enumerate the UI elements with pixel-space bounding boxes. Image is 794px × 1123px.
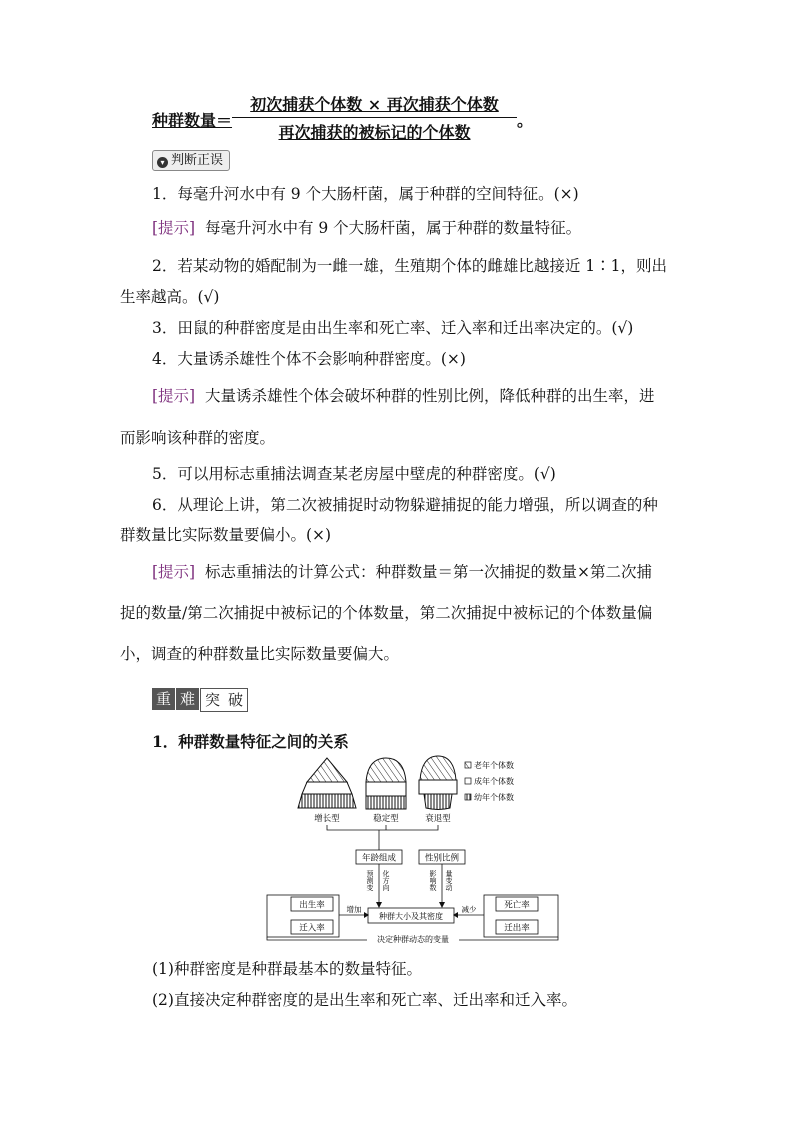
hint-6-line1 <box>152 560 652 582</box>
hint-text: 大量诱杀雄性个体会破坏种群的性别比例，降低种群的出生率，进 <box>204 387 655 405</box>
trend-vertical-label: 化方向 <box>382 870 390 891</box>
growth-pyramid <box>298 758 356 808</box>
legend-young-swatch <box>465 794 471 800</box>
stable-pyramid <box>366 758 406 809</box>
decrease-label: 减少 <box>461 905 477 914</box>
type-decline-label: 衰退型 <box>425 814 451 824</box>
predict-vertical-label: 预测变 <box>366 870 374 891</box>
hint-tag: [提示] <box>152 387 196 405</box>
hint-tag: [提示] <box>152 219 196 237</box>
judge-item-2-line2: 生率越高。(√) <box>120 288 220 306</box>
legend <box>465 760 514 802</box>
judge-item-3: 3．田鼠的种群密度是由出生率和死亡率、迁入率和迁出率决定的。(√) <box>152 319 634 337</box>
section-char: 难 <box>176 688 199 710</box>
judge-item-6-line1: 6．从理论上讲，第二次被捕捉时动物躲避捕捉的能力增强，所以调查的种 <box>152 496 658 514</box>
formula-fraction <box>232 92 517 143</box>
formula-denominator: 再次捕获的被标记的个体数 <box>278 123 471 142</box>
relation-heading: 1．种群数量特征之间的关系 <box>152 732 349 751</box>
hint-tag: [提示] <box>152 563 196 581</box>
badge-label: 判断正误 <box>171 153 224 168</box>
birth-label: 出生率 <box>299 900 325 911</box>
judge-item-5: 5．可以用标志重捕法调查某老房屋中壁虎的种群密度。(√) <box>152 465 556 483</box>
section-header-key-difficulties <box>152 688 248 710</box>
affect-vertical-label: 影响数 <box>429 870 437 891</box>
legend-old-swatch <box>465 762 471 768</box>
section-char: 破 <box>224 688 248 712</box>
hint-text: 每毫升河水中有 9 个大肠杆菌，属于种群的数量特征。 <box>204 219 582 237</box>
judge-item-2-line1: 2．若某动物的婚配制为一雌一雄，生殖期个体的雌雄比越接近 1∶1，则出 <box>152 257 668 275</box>
legend-old-label: 老年个体数 <box>474 761 514 770</box>
chevron-down-icon: ▾ <box>157 157 168 168</box>
judge-item-6-line2: 群数量比实际数量要偏小。(×) <box>120 526 332 544</box>
hint-4-line2: 而影响该种群的密度。 <box>120 429 276 447</box>
hint-4-line1 <box>152 384 654 406</box>
decisive-label: 决定种群动态的变量 <box>377 935 449 944</box>
capture-recapture-formula <box>152 92 534 142</box>
type-growth-label: 增长型 <box>314 814 340 824</box>
immigration-label: 迁入率 <box>299 923 325 934</box>
hint-6-line3: 小，调查的种群数量比实际数量要偏大。 <box>120 645 400 663</box>
change-vertical-label: 量变动 <box>445 870 453 891</box>
type-stable-label: 稳定型 <box>373 814 399 824</box>
population-feature-diagram <box>262 752 562 944</box>
formula-numerator: 初次捕获个体数 × 再次捕获个体数 <box>232 92 517 118</box>
formula-lhs: 种群数量＝ <box>152 111 233 130</box>
death-label: 死亡率 <box>504 900 530 911</box>
formula-period: 。 <box>517 111 534 130</box>
increase-label: 增加 <box>346 905 362 914</box>
relation-point-2: (2)直接决定种群密度的是出生率和死亡率、迁出率和迁入率。 <box>152 991 577 1009</box>
legend-young-label: 幼年个体数 <box>474 793 514 802</box>
sex-ratio-label: 性别比例 <box>424 853 460 864</box>
connector-lines <box>327 825 438 850</box>
hint-text: 标志重捕法的计算公式：种群数量＝第一次捕捉的数量×第二次捕 <box>204 563 652 581</box>
age-structure-label: 年龄组成 <box>361 853 397 864</box>
hint-1 <box>152 216 581 238</box>
hint-6-line2: 捉的数量/第二次捕捉中被标记的个体数量，第二次捕捉中被标记的个体数量偏 <box>120 604 653 622</box>
section-char: 重 <box>152 688 175 710</box>
legend-adult-swatch <box>465 778 471 784</box>
judge-item-1: 1．每毫升河水中有 9 个大肠杆菌，属于种群的空间特征。(×) <box>152 185 579 203</box>
judge-item-4: 4．大量诱杀雄性个体不会影响种群密度。(×) <box>152 350 466 368</box>
center-label: 种群大小及其密度 <box>379 912 443 921</box>
section-char: 突 <box>200 688 224 712</box>
judge-true-false-badge <box>152 150 230 171</box>
legend-adult-label: 成年个体数 <box>474 777 514 786</box>
decline-pyramid <box>419 756 457 810</box>
emigration-label: 迁出率 <box>504 923 530 934</box>
relation-point-1: (1)种群密度是种群最基本的数量特征。 <box>152 960 422 978</box>
